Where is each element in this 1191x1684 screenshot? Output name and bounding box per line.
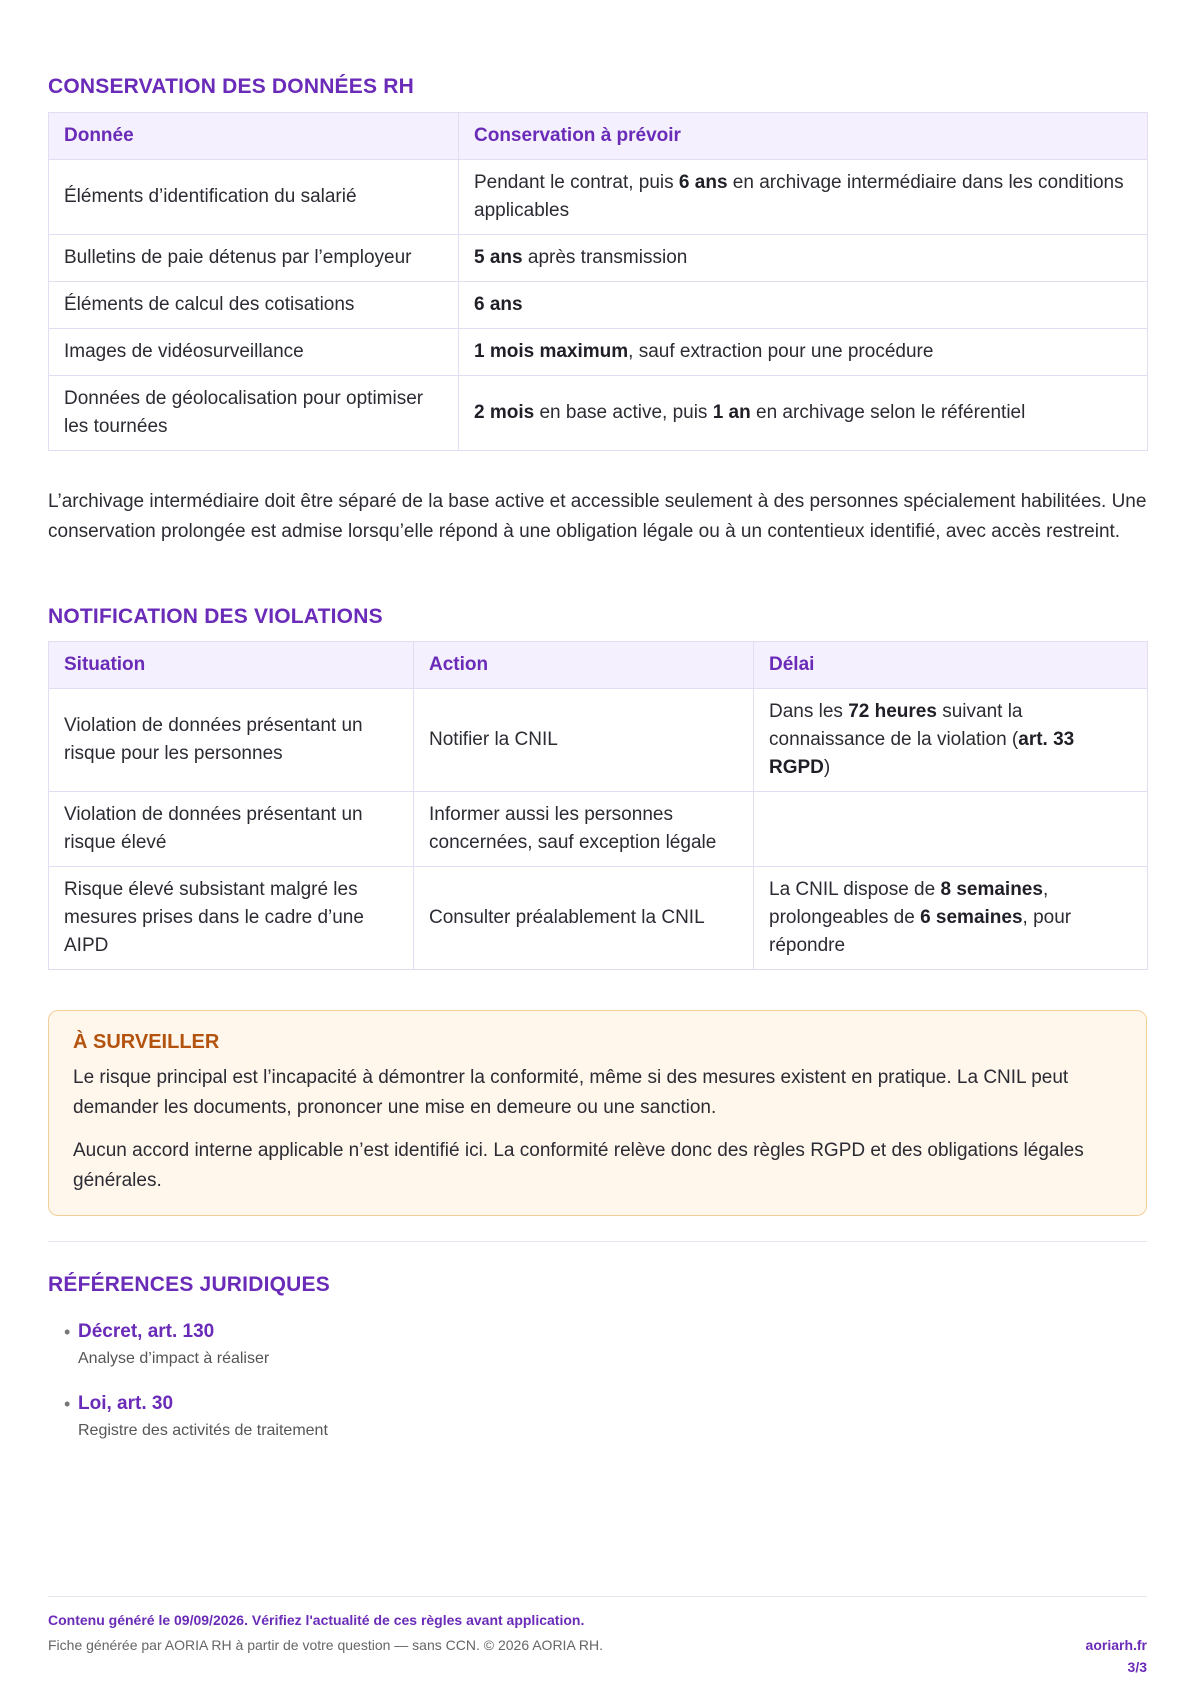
column-header-delay: Délai (754, 642, 1148, 689)
page (48, 0, 1147, 1684)
cell-retention (459, 282, 1148, 329)
reference-subtitle: Analyse d’impact à réaliser (78, 1350, 270, 1367)
table-row (49, 235, 1148, 282)
cell-delay (754, 792, 1148, 867)
column-header-data: Donnée (49, 113, 459, 160)
column-header-situation: Situation (49, 642, 414, 689)
cell-delay: Dans les 72 heures suivant la connaissance de la violation (art. 33 RGPD) (754, 689, 1148, 792)
section-title-violations: NOTIFICATION DES VIOLATIONS (48, 605, 383, 628)
table-row (49, 160, 1148, 235)
cell-action: Notifier la CNIL (414, 689, 754, 792)
emphasis-text: 6 ans (474, 294, 523, 315)
emphasis-text: 1 mois maximum (474, 341, 629, 362)
reference-subtitle: Registre des activités de traitement (78, 1422, 328, 1439)
emphasis-text: 6 semaines (920, 907, 1023, 928)
column-header-retention: Conservation à prévoir (459, 113, 1148, 160)
cell-action: Consulter préalablement la CNIL (414, 867, 754, 970)
footer-notice: Contenu généré le 09/09/2026. Vérifiez l'actualité de ces règles avant application. (48, 1612, 585, 1628)
cell-retention: 5 ans après transmission (459, 235, 1148, 282)
section-title-references: RÉFÉRENCES JURIDIQUES (48, 1273, 330, 1296)
table-row (49, 867, 1148, 970)
watch-callout (48, 1010, 1147, 1216)
archiving-paragraph: L’archivage intermédiaire doit être séparé de la base active et accessible seulement à des personnes spécialement habilitées. Une conservation prolongée est admise lorsqu’elle répond à une obligation légale ou à un contentieux identifié, avec accès restreint. (48, 491, 1147, 542)
cell-delay: La CNIL dispose de 8 semaines, prolongeables de 6 semaines, pour répondre (754, 867, 1148, 970)
emphasis-text: 72 heures (848, 701, 937, 722)
reference-title: Loi, art. 30 (78, 1393, 174, 1414)
emphasis-text: 1 an (712, 402, 751, 423)
table-row (49, 376, 1148, 451)
column-header-action: Action (414, 642, 754, 689)
table-header-row (49, 642, 1148, 689)
watch-paragraph: Le risque principal est l’incapacité à démontrer la conformité, même si des mesures existent en pratique. La CNIL peut demander les documents, prononcer une mise en demeure ou une sanction. (73, 1067, 1069, 1118)
footer-divider (48, 1596, 1147, 1597)
bullet-icon: • (64, 1322, 71, 1342)
cell-retention: 2 mois en base active, puis 1 an en archivage selon le référentiel (459, 376, 1148, 451)
bullet-icon: • (64, 1394, 71, 1414)
page-number: 3/3 (1127, 1659, 1147, 1675)
table-header-row (49, 113, 1148, 160)
watch-title: À SURVEILLER (73, 1031, 220, 1053)
emphasis-text: 6 ans (678, 172, 728, 193)
table-row (49, 282, 1148, 329)
table-row (49, 329, 1148, 376)
cell-data: Bulletins de paie détenus par l’employeur (49, 235, 459, 282)
cell-action: Informer aussi les personnes concernées, sauf exception légale (414, 792, 754, 867)
violations-table (48, 641, 1148, 970)
section-divider (48, 1241, 1147, 1242)
list-item (64, 1318, 328, 1372)
cell-data: Données de géolocalisation pour optimiser les tournées (49, 376, 459, 451)
reference-title: Décret, art. 130 (78, 1321, 215, 1342)
cell-retention: 1 mois maximum, sauf extraction pour une procédure (459, 329, 1148, 376)
list-item (64, 1390, 328, 1444)
cell-data: Éléments d’identification du salarié (49, 160, 459, 235)
conservation-table (48, 112, 1148, 451)
cell-data: Images de vidéosurveillance (49, 329, 459, 376)
cell-situation: Risque élevé subsistant malgré les mesures prises dans le cadre d’une AIPD (49, 867, 414, 970)
emphasis-text: 8 semaines (940, 879, 1043, 900)
table-row (49, 689, 1148, 792)
cell-data: Éléments de calcul des cotisations (49, 282, 459, 329)
cell-retention: Pendant le contrat, puis 6 ans en archivage intermédiaire dans les conditions applicables (459, 160, 1148, 235)
cell-situation: Violation de données présentant un risque élevé (49, 792, 414, 867)
references-list (64, 1318, 328, 1462)
section-title-conservation: CONSERVATION DES DONNÉES RH (48, 75, 414, 98)
emphasis-text: 5 ans (474, 247, 523, 268)
cell-situation: Violation de données présentant un risque pour les personnes (49, 689, 414, 792)
footer-credit: Fiche générée par AORIA RH à partir de votre question — sans CCN. © 2026 AORIA RH. (48, 1637, 604, 1653)
footer-site-link[interactable]: aoriarh.fr (1085, 1637, 1147, 1653)
emphasis-text: 2 mois (474, 402, 535, 423)
table-row (49, 792, 1148, 867)
emphasis-text: art. 33 RGPD (769, 729, 1075, 778)
watch-paragraph: Aucun accord interne applicable n’est identifié ici. La conformité relève donc des règles RGPD et des obligations légales générales. (73, 1140, 1084, 1191)
